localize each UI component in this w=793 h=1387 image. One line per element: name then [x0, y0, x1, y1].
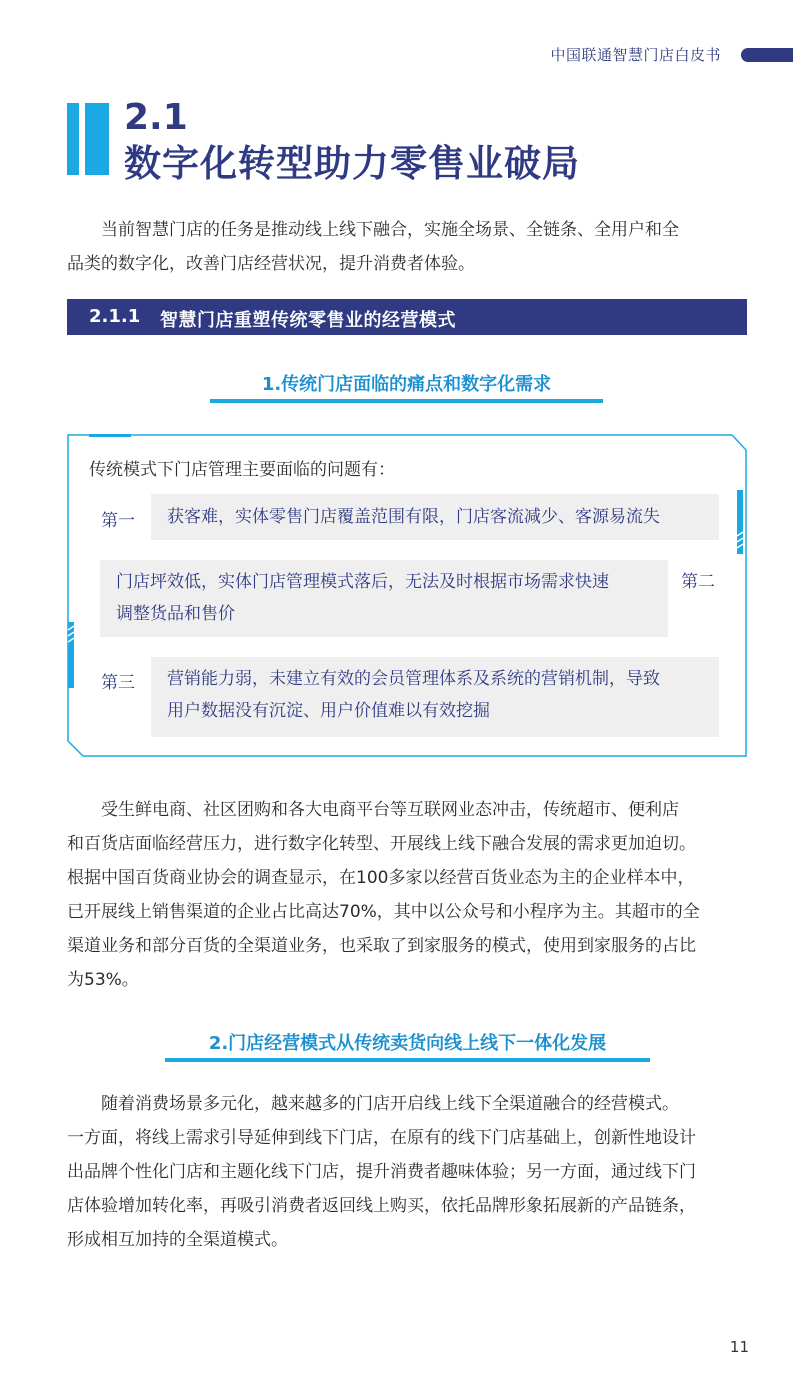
row-2-cell	[100, 560, 668, 637]
title-bar-thick	[85, 103, 109, 175]
title-bar-thin	[67, 103, 79, 175]
row-1-line-1: 获客难，实体零售门店覆盖范围有限，门店客流减少、客源易流失	[167, 507, 660, 527]
intro-line-1: 当前智慧门店的任务是推动线上线下融合，实施全场景、全链条、全用户和全	[101, 220, 679, 240]
section-number: 2.1	[124, 97, 188, 138]
row-2-line-2: 调整货品和售价	[116, 604, 235, 624]
row-3-line-2: 用户数据没有沉淀、用户价值难以有效挖掘	[167, 701, 490, 721]
intro-line-2: 品类的数字化，改善门店经营状况，提升消费者体验。	[67, 254, 475, 274]
row-2-label: 第二	[681, 572, 715, 592]
para3-line-1: 随着消费场景多元化，越来越多的门店开启线上线下全渠道融合的经营模式。	[101, 1094, 679, 1114]
paragraph-3	[67, 1087, 747, 1257]
subsection-title: 智慧门店重塑传统零售业的经营模式	[160, 310, 456, 331]
heading-omnichannel-underline	[165, 1058, 650, 1062]
para3-line-3: 出品牌个性化门店和主题化线下门店，提升消费者趣味体验；另一方面，通过线下门	[67, 1162, 696, 1182]
para2-line-2: 和百货店面临经营压力，进行数字化转型、开展线上线下融合发展的需求更加迫切。	[67, 834, 696, 854]
section-title-bars	[67, 103, 109, 175]
para3-line-5: 形成相互加持的全渠道模式。	[67, 1230, 288, 1250]
section-title: 数字化转型助力零售业破局	[124, 142, 580, 185]
paragraph-2	[67, 793, 747, 997]
subsection-bar	[67, 299, 747, 335]
intro-paragraph	[67, 213, 747, 281]
para2-line-1: 受生鲜电商、社区团购和各大电商平台等互联网业态冲击，传统超市、便利店	[101, 800, 679, 820]
para3-line-2: 一方面，将线上需求引导延伸到线下门店，在原有的线下门店基础上，创新性地设计	[67, 1128, 696, 1148]
para2-line-4: 已开展线上销售渠道的企业占比高达70%，其中以公众号和小程序为主。其超市的全	[67, 902, 700, 922]
row-3-cell	[151, 657, 719, 737]
problem-box-title: 传统模式下门店管理主要面临的问题有：	[89, 460, 395, 480]
row-1-cell	[151, 494, 719, 540]
heading-omnichannel: 2.门店经营模式从传统卖货向线上线下一体化发展	[208, 1033, 607, 1054]
para2-line-3: 根据中国百货商业协会的调查显示，在100多家以经营百货业态为主的企业样本中，	[67, 868, 695, 888]
running-head: 中国联通智慧门店白皮书	[550, 46, 721, 64]
running-head-tab	[741, 48, 793, 62]
heading-pain-points: 1.传统门店面临的痛点和数字化需求	[261, 374, 552, 395]
row-3-label: 第三	[101, 673, 135, 693]
row-2-line-1: 门店坪效低，实体门店管理模式落后，无法及时根据市场需求快速	[116, 572, 609, 592]
row-1-label: 第一	[101, 511, 135, 531]
subsection-number: 2.1.1	[89, 306, 141, 327]
page-number: 11	[729, 1338, 749, 1356]
heading-pain-points-underline	[210, 399, 603, 403]
para2-line-6: 为53%。	[67, 970, 139, 990]
para3-line-4: 店体验增加转化率，再吸引消费者返回线上购买，依托品牌形象拓展新的产品链条，	[67, 1196, 696, 1216]
row-3-line-1: 营销能力弱，未建立有效的会员管理体系及系统的营销机制，导致	[167, 669, 660, 689]
para2-line-5: 渠道业务和部分百货的全渠道业务，也采取了到家服务的模式，使用到家服务的占比	[67, 936, 696, 956]
